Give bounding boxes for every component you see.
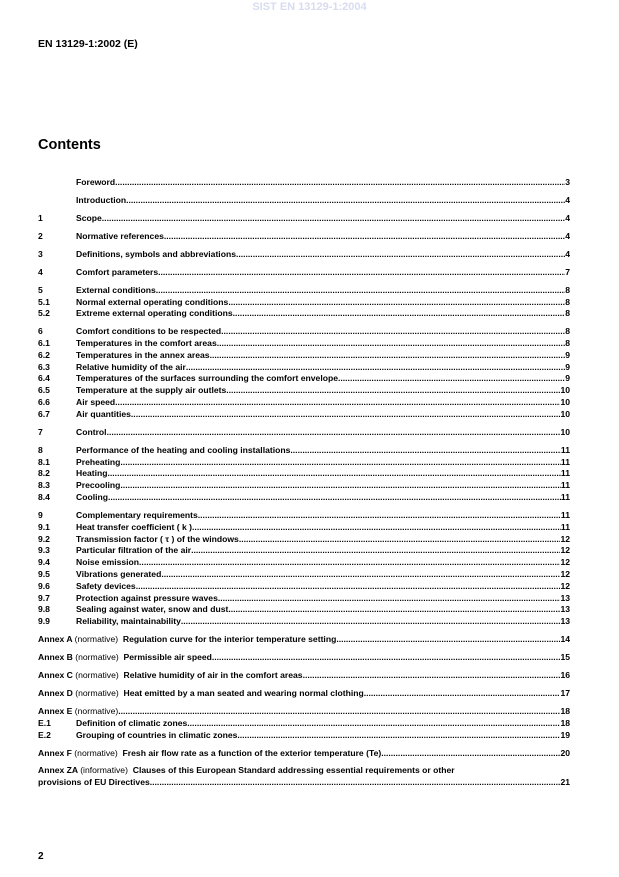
toc-entry-page: 9	[565, 349, 570, 360]
toc-entry-number: 2	[38, 230, 43, 241]
toc-entry[interactable]	[38, 384, 570, 396]
toc-entry-page: 11	[560, 510, 570, 520]
toc-entry-title: Preheating	[76, 456, 121, 467]
toc-entry-annex-a[interactable]: Annex A (normative) Regulation curve for the interior temperature setting ..... 14	[38, 633, 570, 645]
toc-entry-number: 9.7	[38, 592, 50, 603]
toc-entry-page: 4	[565, 194, 570, 205]
toc-entry-annex-b[interactable]: Annex B (normative) Permissible air speed ..... 15	[38, 651, 570, 663]
toc-leader-dots	[115, 397, 560, 408]
toc-entry-annex-d[interactable]: Annex D (normative) Heat emitted by a man seated and wearing normal clothing ..... 17	[38, 687, 570, 699]
toc-entry-number: 7	[38, 426, 43, 437]
toc-leader-dots	[136, 581, 561, 592]
toc-entry[interactable]	[38, 361, 570, 373]
toc-entry-title: Relative humidity of the air	[76, 361, 186, 372]
toc-entry-title: Temperatures of the surfaces surrounding the comfort envelope	[76, 373, 338, 384]
toc-entry-number: 9.3	[38, 545, 50, 556]
toc-leader-dots	[192, 522, 561, 533]
toc-entry-page: 11	[560, 521, 570, 532]
toc-entry-page: 9	[565, 373, 570, 384]
toc-entry[interactable]	[38, 212, 570, 224]
toc-entry-page: 11	[560, 480, 570, 491]
toc-entry-title: Cooling	[76, 492, 108, 503]
toc-entry-page: 8	[565, 296, 570, 307]
toc-leader-dots	[191, 545, 560, 556]
toc-leader-dots	[164, 231, 565, 242]
toc-entry-title: External conditions	[76, 284, 156, 295]
toc-entry-title: Normative references	[76, 230, 164, 241]
toc-leader-dots	[233, 308, 566, 319]
toc-clause-list	[38, 176, 570, 627]
toc-entry-annex-f[interactable]: Annex F (normative) Fresh air flow rate as a function of the exterior temperature (Te) ..... 20	[38, 747, 570, 759]
toc-entry-e1[interactable]: E.1 Definition of climatic zones ..... 18	[38, 717, 570, 729]
toc-entry-page: 13	[560, 592, 570, 603]
toc-leader-dots	[226, 385, 560, 396]
toc-entry-title: Heating	[76, 468, 108, 479]
toc-entry-title: Temperatures in the comfort areas	[76, 338, 217, 349]
toc-entry-number: 9.8	[38, 604, 50, 615]
toc-entry-title: Protection against pressure waves	[76, 592, 218, 603]
toc-leader-dots	[102, 213, 565, 224]
toc-leader-dots	[108, 468, 561, 479]
toc-entry-page: 4	[565, 230, 570, 241]
toc-entry-number: 6.4	[38, 373, 50, 384]
toc-entry-number: 5.2	[38, 308, 50, 319]
toc-entry-number: 9.6	[38, 580, 50, 591]
toc-entry-page: 11	[560, 492, 570, 503]
toc-entry-annex-e[interactable]: Annex E (normative) ..... 18	[38, 705, 570, 717]
toc-entry-number: 3	[38, 248, 43, 259]
toc-entry-page: 12	[560, 533, 570, 544]
toc-entry-number: 6	[38, 326, 43, 337]
toc-entry-page: 9	[565, 361, 570, 372]
toc-leader-dots	[126, 195, 565, 206]
toc-entry-number: 9	[38, 510, 43, 520]
toc-entry[interactable]	[38, 533, 570, 545]
toc-entry-title: Air quantities	[76, 408, 131, 419]
toc-entry[interactable]	[38, 230, 570, 242]
toc-entry-title: Heat transfer coefficient ( k )	[76, 521, 193, 532]
toc-entry-page: 11	[560, 468, 570, 479]
toc-leader-dots	[236, 249, 565, 260]
toc-entry-title: Extreme external operating conditions	[76, 308, 233, 319]
toc-entry[interactable]	[38, 615, 570, 627]
toc-entry-page: 11	[560, 444, 570, 455]
toc-entry-number: 9.9	[38, 616, 50, 627]
toc-entry-page: 8	[565, 284, 570, 295]
page-number: 2	[38, 851, 44, 862]
toc-entry-number: 6.2	[38, 349, 50, 360]
toc-entry-number: 5.1	[38, 296, 50, 307]
toc-entry[interactable]	[38, 545, 570, 557]
toc-leader-dots	[218, 593, 561, 604]
toc-entry-number: 8	[38, 444, 43, 455]
toc-leader-dots	[338, 373, 565, 384]
toc-entry[interactable]	[38, 308, 570, 320]
toc-entry[interactable]	[38, 556, 570, 568]
toc-entry-page: 10	[560, 385, 570, 396]
toc-leader-dots	[228, 297, 565, 308]
toc-entry-page: 10	[560, 397, 570, 408]
toc-entry[interactable]	[38, 325, 570, 337]
toc-entry-number: 6.1	[38, 338, 50, 349]
toc-entry-title: Performance of the heating and cooling installations	[76, 444, 291, 455]
toc-entry-title: Temperatures in the annex areas	[76, 349, 210, 360]
toc-entry-page: 13	[560, 604, 570, 615]
toc-entry-title: Air speed	[76, 397, 116, 408]
toc-entry[interactable]	[38, 468, 570, 480]
toc-leader-dots	[120, 480, 560, 491]
toc-entry-title: Foreword	[76, 176, 116, 187]
toc-leader-dots	[228, 604, 560, 615]
toc-entry[interactable]	[38, 491, 570, 503]
toc-leader-dots	[290, 445, 561, 456]
toc-leader-dots	[217, 338, 565, 349]
toc-entry-number: 9.5	[38, 568, 50, 579]
toc-entry-title: Noise emission	[76, 557, 140, 568]
watermark: SIST EN 13129-1:2004	[252, 1, 367, 13]
toc-leader-dots	[186, 362, 565, 373]
toc-entry-number: 9.4	[38, 557, 50, 568]
toc-leader-dots	[108, 492, 561, 503]
toc-leader-dots	[131, 409, 561, 420]
toc-entry-title: Precooling	[76, 480, 121, 491]
toc-entry-title: Comfort parameters	[76, 266, 159, 277]
toc-entry-number: 6.7	[38, 408, 50, 419]
toc-leader-dots	[115, 177, 565, 188]
toc-entry[interactable]	[38, 337, 570, 349]
toc-entry-annex-za-line2[interactable]: provisions of EU Directives ..... 21	[38, 777, 570, 789]
toc-entry[interactable]	[38, 521, 570, 533]
toc-leader-dots	[107, 427, 561, 438]
toc-entry-annex-c[interactable]: Annex C (normative) Relative humidity of air in the comfort areas ..... 16	[38, 669, 570, 681]
toc-entry-page: 7	[565, 266, 570, 277]
toc-entry[interactable]	[38, 444, 570, 456]
toc-entry-page: 10	[560, 426, 570, 437]
toc-entry-title: Transmission factor ( τ ) of the windows	[76, 533, 239, 544]
toc-leader-dots	[221, 326, 565, 337]
toc-entry-e2[interactable]: E.2 Grouping of countries in climatic zones ..... 19	[38, 729, 570, 741]
toc-leader-dots	[198, 510, 561, 521]
toc-entry-number: 5	[38, 284, 43, 295]
toc-entry-title: Safety devices	[76, 580, 136, 591]
toc-leader-dots	[158, 267, 565, 278]
toc-entry-number: 8.1	[38, 456, 50, 467]
toc-entry-title: Temperature at the supply air outlets	[76, 385, 227, 396]
toc-entry[interactable]	[38, 373, 570, 385]
toc-entry[interactable]	[38, 592, 570, 604]
toc-entry-page: 12	[560, 557, 570, 568]
toc-entry-title: Definitions, symbols and abbreviations	[76, 248, 236, 259]
toc-entry[interactable]	[38, 509, 570, 521]
toc-entry-number: 8.3	[38, 480, 50, 491]
toc-entry-page: 10	[560, 408, 570, 419]
toc-leader-dots	[239, 534, 561, 545]
toc-entry-page: 8	[565, 338, 570, 349]
toc-entry[interactable]	[38, 580, 570, 592]
toc-entry[interactable]	[38, 176, 570, 188]
toc-entry-page: 8	[565, 308, 570, 319]
toc-entry[interactable]	[38, 349, 570, 361]
toc-entry[interactable]	[38, 479, 570, 491]
toc-entry-page: 12	[560, 568, 570, 579]
toc-entry-page: 12	[560, 580, 570, 591]
toc-entry-page: 3	[565, 176, 570, 187]
toc-entry-number: 1	[38, 212, 43, 223]
toc-entry[interactable]	[38, 284, 570, 296]
toc-leader-dots	[181, 616, 561, 627]
toc-entry-page: 12	[560, 545, 570, 556]
toc-entry-title: Reliability, maintainability	[76, 616, 181, 627]
table-of-contents	[38, 176, 570, 788]
toc-entry-title: Complementary requirements	[76, 510, 198, 520]
toc-entry[interactable]	[38, 604, 570, 616]
toc-leader-dots	[161, 569, 560, 580]
toc-entry[interactable]	[38, 194, 570, 206]
toc-entry-page: 13	[560, 616, 570, 627]
toc-entry-annex-za-line1[interactable]: Annex ZA (informative) Clauses of this European Standard addressing essential requirements or other	[38, 764, 455, 775]
toc-entry[interactable]	[38, 296, 570, 308]
toc-leader-dots	[139, 557, 560, 568]
toc-entry-number: 8.2	[38, 468, 50, 479]
toc-entry-title: Normal external operating conditions	[76, 296, 229, 307]
toc-entry-number: 9.1	[38, 521, 50, 532]
toc-entry-title: Sealing against water, snow and dust	[76, 604, 229, 615]
toc-entry-page: 11	[560, 456, 570, 467]
toc-entry[interactable]	[38, 426, 570, 438]
toc-entry-number: 9.2	[38, 533, 50, 544]
toc-entry[interactable]	[38, 408, 570, 420]
toc-entry-title: Control	[76, 426, 107, 437]
toc-entry[interactable]	[38, 248, 570, 260]
toc-entry[interactable]	[38, 396, 570, 408]
toc-entry[interactable]	[38, 568, 570, 580]
toc-leader-dots	[120, 457, 560, 468]
toc-leader-dots	[156, 285, 565, 296]
toc-entry-number: 8.4	[38, 492, 50, 503]
toc-entry-title: Scope	[76, 212, 102, 223]
toc-entry-number: 4	[38, 266, 43, 277]
toc-entry-title: Comfort conditions to be respected	[76, 326, 222, 337]
toc-entry-number: 6.5	[38, 385, 50, 396]
toc-entry-page: 4	[565, 248, 570, 259]
toc-entry[interactable]	[38, 456, 570, 468]
toc-entry-number: 6.3	[38, 361, 50, 372]
contents-heading: Contents	[38, 137, 101, 153]
toc-entry-title: Particular filtration of the air	[76, 545, 192, 556]
toc-entry[interactable]	[38, 266, 570, 278]
toc-entry-number: 6.6	[38, 397, 50, 408]
toc-entry-page: 8	[565, 326, 570, 337]
toc-leader-dots	[210, 350, 566, 361]
toc-entry-page: 4	[565, 212, 570, 223]
document-reference: EN 13129-1:2002 (E)	[38, 38, 138, 50]
toc-entry-title: Vibrations generated	[76, 568, 162, 579]
toc-entry-title: Introduction	[76, 194, 127, 205]
